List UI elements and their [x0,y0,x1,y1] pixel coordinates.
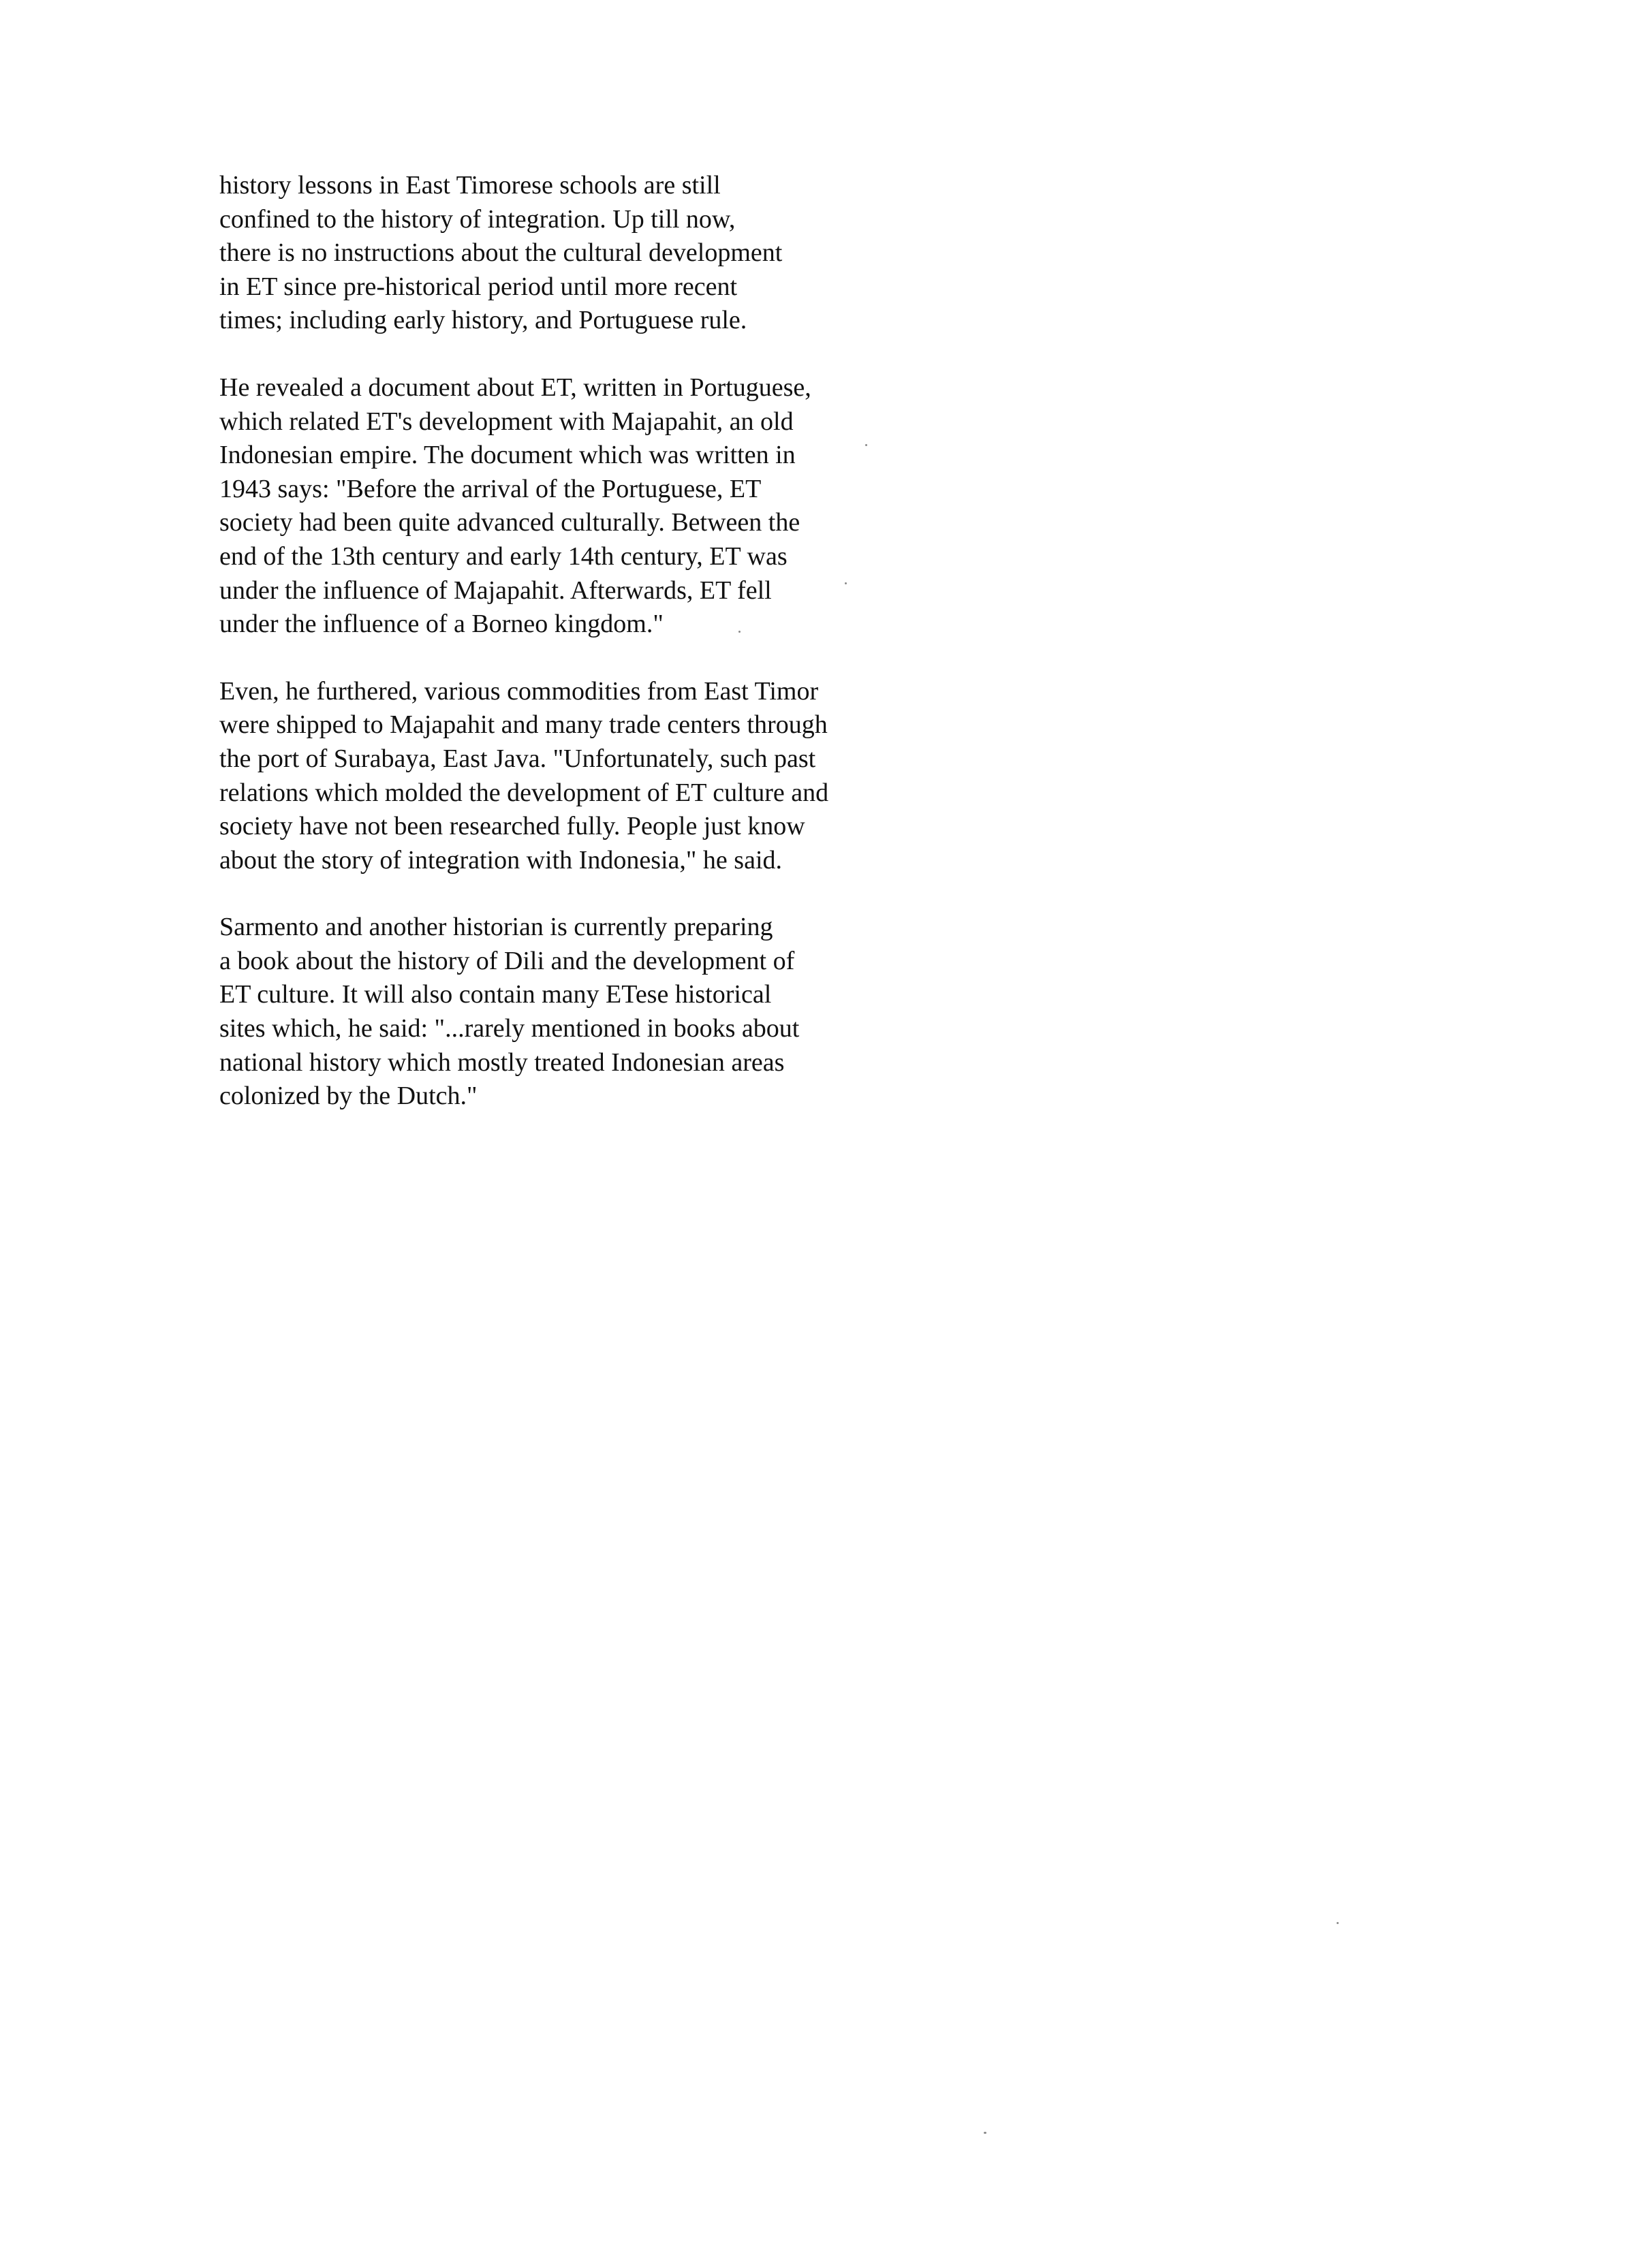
text-line: Sarmento and another historian is currently preparing [219,913,773,942]
text-line: Indonesian empire. The document which was written in [219,441,796,470]
text-line: times; including early history, and Portuguese rule. [219,306,747,335]
text-line: confined to the history of integration. Up till now, [219,204,736,234]
scan-speck [984,2132,986,2134]
text-line: sites which, he said: "...rarely mentioned in books about [219,1014,800,1043]
text-line: He revealed a document about ET, written in Portuguese, [219,373,811,402]
scan-speck [738,631,741,633]
text-line: under the influence of Majapahit. Afterwards, ET fell [219,576,772,605]
paragraph-4 [219,911,941,1114]
text-line: Even, he furthered, various commodities from East Timor [219,676,819,706]
text-line: in ET since pre-historical period until more recent [219,272,738,301]
text-line: which related ET's development with Majapahit, an old [219,407,794,436]
scan-speck [865,444,867,446]
text-line: there is no instructions about the cultural development [219,238,783,268]
text-line: under the influence of a Borneo kingdom." [219,610,664,639]
text-line: relations which molded the development of ET culture and [219,778,829,807]
text-line: ET culture. It will also contain many ETese historical [219,980,772,1009]
text-line: 1943 says: "Before the arrival of the Portuguese, ET [219,474,762,503]
paragraph-3 [219,675,941,878]
text-line: a book about the history of Dili and the development of [219,946,795,975]
text-line: society had been quite advanced culturally. Between the [219,508,800,537]
scan-speck [845,582,847,584]
text-line: end of the 13th century and early 14th century, ET was [219,541,788,571]
paragraph-2 [219,371,941,642]
text-line: colonized by the Dutch." [219,1082,478,1111]
text-line: national history which mostly treated Indonesian areas [219,1048,785,1077]
text-line: society have not been researched fully. People just know [219,812,805,841]
text-line: about the story of integration with Indonesia," he said. [219,845,782,875]
scan-speck [1337,1922,1339,1924]
body-text [219,169,941,1147]
text-line: were shipped to Majapahit and many trade centers through [219,710,828,740]
text-line: history lessons in East Timorese schools are still [219,171,721,200]
text-line: the port of Surabaya, East Java. "Unfortunately, such past [219,744,816,773]
paragraph-1 [219,169,941,338]
